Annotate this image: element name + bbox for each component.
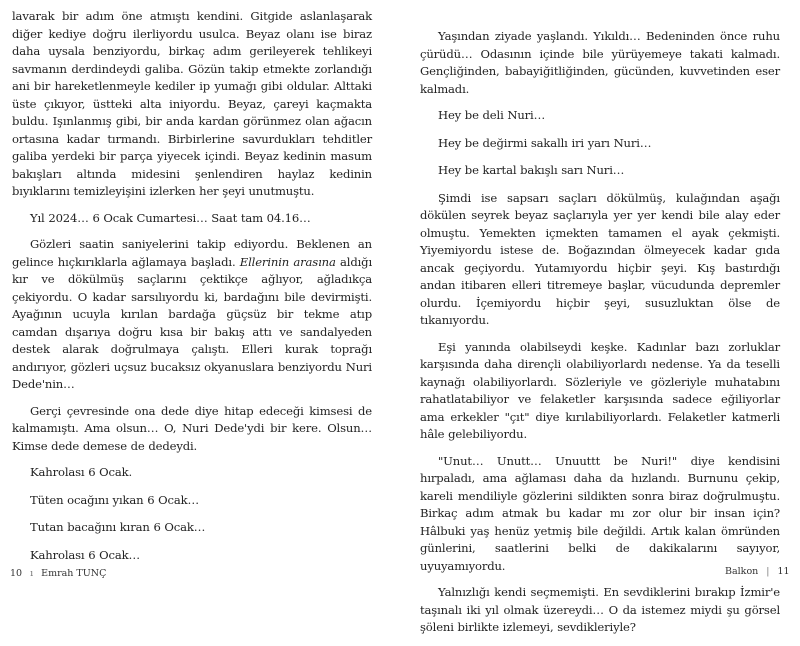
footer-separator: ı	[30, 568, 34, 579]
short-line: Tutan bacağını kıran 6 Ocak…	[30, 520, 206, 534]
right-page	[400, 0, 800, 634]
short-line: Hey be değirmi sakallı iri yarı Nuri…	[438, 135, 652, 150]
left-page	[0, 0, 400, 598]
paragraph	[12, 236, 372, 394]
short-line: Kahrolası 6 Ocak…	[30, 547, 140, 562]
left-page-footer	[10, 568, 106, 579]
paragraph: Eşi yanında olabilseydi keşke. Kadınlar bazı zorluklar karşısında daha dirençli olabiliyorlardı nedense. Ya da teselli kaynağı olabiliyorlardı. Sözleriyle ve gözleriyle muhatabını rahatlatabiliyor ve felaketler karşısında sadece eğiliyorlar ama erkekler "çıt" diye kırılabiliyorlardı. Felaketler katmerli hâle gelebiliyordu.	[420, 339, 780, 441]
paragraph: Yalnızlığı kendi seçmemişti. En sevdiklerini bırakıp İzmir'e taşınalı iki yıl olmak üzereydi… O da istemez miydi şu görsel şöleni birlikte izlemeyi, sevdikleriyle?	[420, 585, 780, 634]
italic-text: Ellerinin arasına	[239, 254, 336, 269]
left-page-body	[12, 8, 372, 574]
right-page-body	[420, 28, 780, 646]
short-line: Tüten ocağını yıkan 6 Ocak…	[30, 492, 199, 507]
paragraph-text: aldığı kır ve dökülmüş saçlarını çektikçe ağlıyor, ağladıkça çekiyordu. O kadar sarsılıyordu ki, bardağını bile devirmişti. Ayağının ucuyla kırılan bardağa güçsüz bir tekme atıp camdan dışarıya doğru kısa bir bakış attı ve sandalyeden destek alarak doğrulmaya çalıştı. Elleri kurak toprağı andırıyor, gözleri uçsuz bucaksız okyanuslara benziyordu Nuri Dede'nin…	[12, 254, 373, 391]
paragraph: Yaşından ziyade yaşlandı. Yıkıldı… Bedeninden önce ruhu çürüdü… Odasının içinde bile yürüyemeye takati kalmadı. Gençliğinden, babayiğitliğinden, gücünden, kuvvetinden eser kalmadı.	[420, 29, 780, 96]
short-line: Hey be deli Nuri…	[438, 108, 546, 122]
paragraph-text: Gözleri saatin saniyelerini takip ediyordu. Beklenen an gelince hıçkırıklarla ağlamaya başladı.	[12, 237, 372, 269]
page-number: 10	[10, 568, 23, 579]
paragraph: Şimdi ise sapsarı saçları dökülmüş, kulağından aşağı dökülen seyrek beyaz saçlarıyla yer yer kendi bile alay eder olmuştu. Yemekten içmekten tamamen el ayak çekmişti. Yiyemiyordu istese de. Boğazından ölmeyecek kadar gıda ancak geçiyordu. Yutamıyordu hiçbir şeyi. Kış bastırdığı andan itibaren elleri titremeye başlar, vücudunda depremler olurdu. İçemiyordu hiçbir şeyi, susuzluktan ölse de tıkanıyordu.	[420, 190, 780, 327]
book-title: Balkon	[725, 566, 759, 577]
short-line: Kahrolası 6 Ocak.	[30, 465, 133, 479]
short-line: Hey be kartal bakışlı sarı Nuri…	[438, 163, 625, 177]
right-page-footer	[725, 566, 790, 577]
footer-separator: |	[766, 566, 770, 577]
paragraph: lavarak bir adım öne atmıştı kendini. Gitgide aslanlaşarak diğer kediye doğru ilerliyordu usulca. Beyaz olanı ise biraz daha uysala benziyordu, birkaç adım gerileyerek tehlikeyi savmanın derdindeydi galiba. Gözün takip etmekte zorlandığı ani bir hareketlenmeyle kediler ip yumağı gibi oldular. Alttaki üste çıkıyor, üstteki alta iniyordu. Beyaz, çareyi kaçmakta buldu. Işınlanmış gibi, bir anda kardan görünmez olan ağacın ortasına kadar tırmandı. Birbirlerine savurdukları tehditler galiba yerdeki bir parça yiyecek içindi. Beyaz kedinin masum bakışları altında midesini şenlendiren haylaz kedinin bıyıklarını temizleyişini izlerken her şeyi unutmuştu.	[12, 9, 372, 198]
paragraph: Gerçi çevresinde ona dede diye hitap edeceği kimsesi de kalmamıştı. Ama olsun… O, Nuri Dede'ydi bir kere. Olsun… Kimse dede demese de dedeydi.	[12, 403, 372, 453]
paragraph: "Unut… Unutt… Unuuttt be Nuri!" diye kendisini hırpaladı, ama ağlaması daha da hızlandı. Burnunu çekip, kareli mendiliyle gözlerini sildikten sonra biraz doğrulmuştu. Birkaç adım atmak bu kadar mı zor olur bir insan için? Hâlbuki yaş henüz yetmiş bile değildi. Artık kalan ömründen günlerini, saatlerini belki de dakikalarını sayıyor, uyuyamıyordu.	[420, 453, 780, 573]
date-line: Yıl 2024… 6 Ocak Cumartesi… Saat tam 04.16…	[30, 210, 311, 225]
author-name: Emrah TUNÇ	[41, 568, 107, 579]
page-number: 11	[777, 566, 790, 577]
